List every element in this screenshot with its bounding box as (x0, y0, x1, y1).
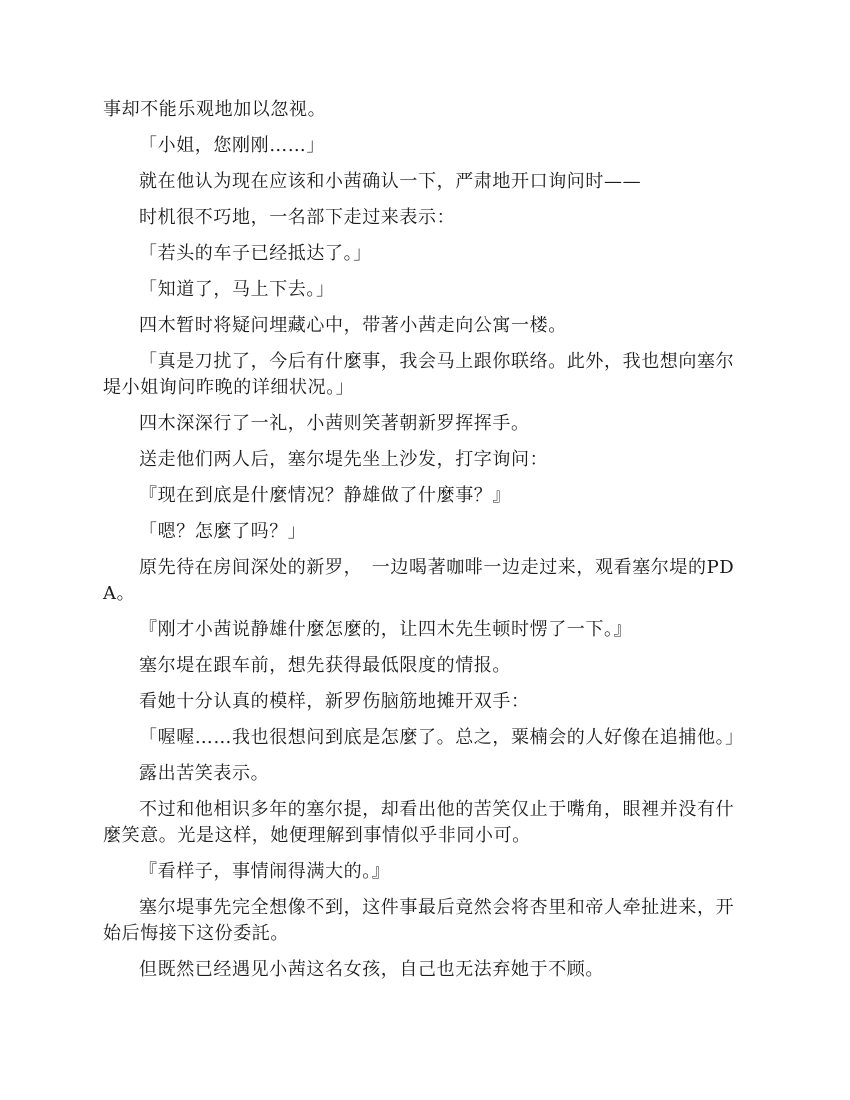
paragraph-14: 『刚才小茜说静雄什麼怎麼的，让四木先生顿时愣了一下。』 (139, 619, 633, 640)
paragraph-11: 『现在到底是什麼情况？静雄做了什麼事？』 (139, 485, 511, 506)
paragraph-5: 「若头的车子已经抵达了。」 (139, 243, 372, 264)
paragraph-9: 四木深深行了一礼，小茜则笑著朝新罗挥挥手。 (139, 413, 530, 434)
paragraph-6: 「知道了，马上下去。」 (139, 279, 335, 300)
paragraph-20: 『看样子，事情闹得满大的。』 (139, 861, 391, 882)
paragraph-2: 「小姐，您刚刚……」 (139, 135, 325, 156)
paragraph-19: 不过和他相识多年的塞尔提，却看出他的苦笑仅止于嘴角，眼裡并没有什麼笑意。光是这样，她便理解到事情似乎非同小可。 (103, 799, 735, 846)
paragraph-12: 「嗯？怎麼了吗？」 (139, 521, 307, 542)
paragraph-16: 看她十分认真的模样，新罗伤脑筋地摊开双手： (139, 691, 530, 712)
paragraph-1: 事却不能乐观地加以忽视。 (103, 99, 327, 120)
paragraph-18: 露出苦笑表示。 (139, 763, 270, 784)
paragraph-3: 就在他认为现在应该和小茜确认一下，严肃地开口询问时—— (139, 171, 642, 192)
document-page (103, 97, 748, 993)
paragraph-21: 塞尔堤事先完全想像不到，这件事最后竟然会将杏里和帝人牵扯进来，开始后悔接下这份委託。 (103, 897, 735, 944)
paragraph-4: 时机很不巧地，一名部下走过来表示： (139, 207, 456, 228)
paragraph-7: 四木暂时将疑问埋藏心中，带著小茜走向公寓一楼。 (139, 315, 567, 336)
paragraph-22: 但既然已经遇见小茜这名女孩，自己也无法弃她于不顾。 (139, 959, 604, 980)
paragraph-15: 塞尔堤在跟车前，想先获得最低限度的情报。 (139, 655, 511, 676)
paragraph-17: 「喔喔……我也很想问到底是怎麼了。总之，粟楠会的人好像在追捕他。」 (139, 727, 744, 748)
paragraph-8: 「真是刀扰了，今后有什麼事，我会马上跟你联络。此外，我也想向塞尔堤小姐询问昨晚的详细状况。」 (103, 351, 735, 398)
paragraph-13: 原先待在房间深处的新罗， 一边喝著咖啡一边走过来，观看塞尔堤的PDA。 (103, 557, 735, 604)
paragraph-10: 送走他们两人后，塞尔堤先坐上沙发，打字询问： (139, 449, 549, 470)
